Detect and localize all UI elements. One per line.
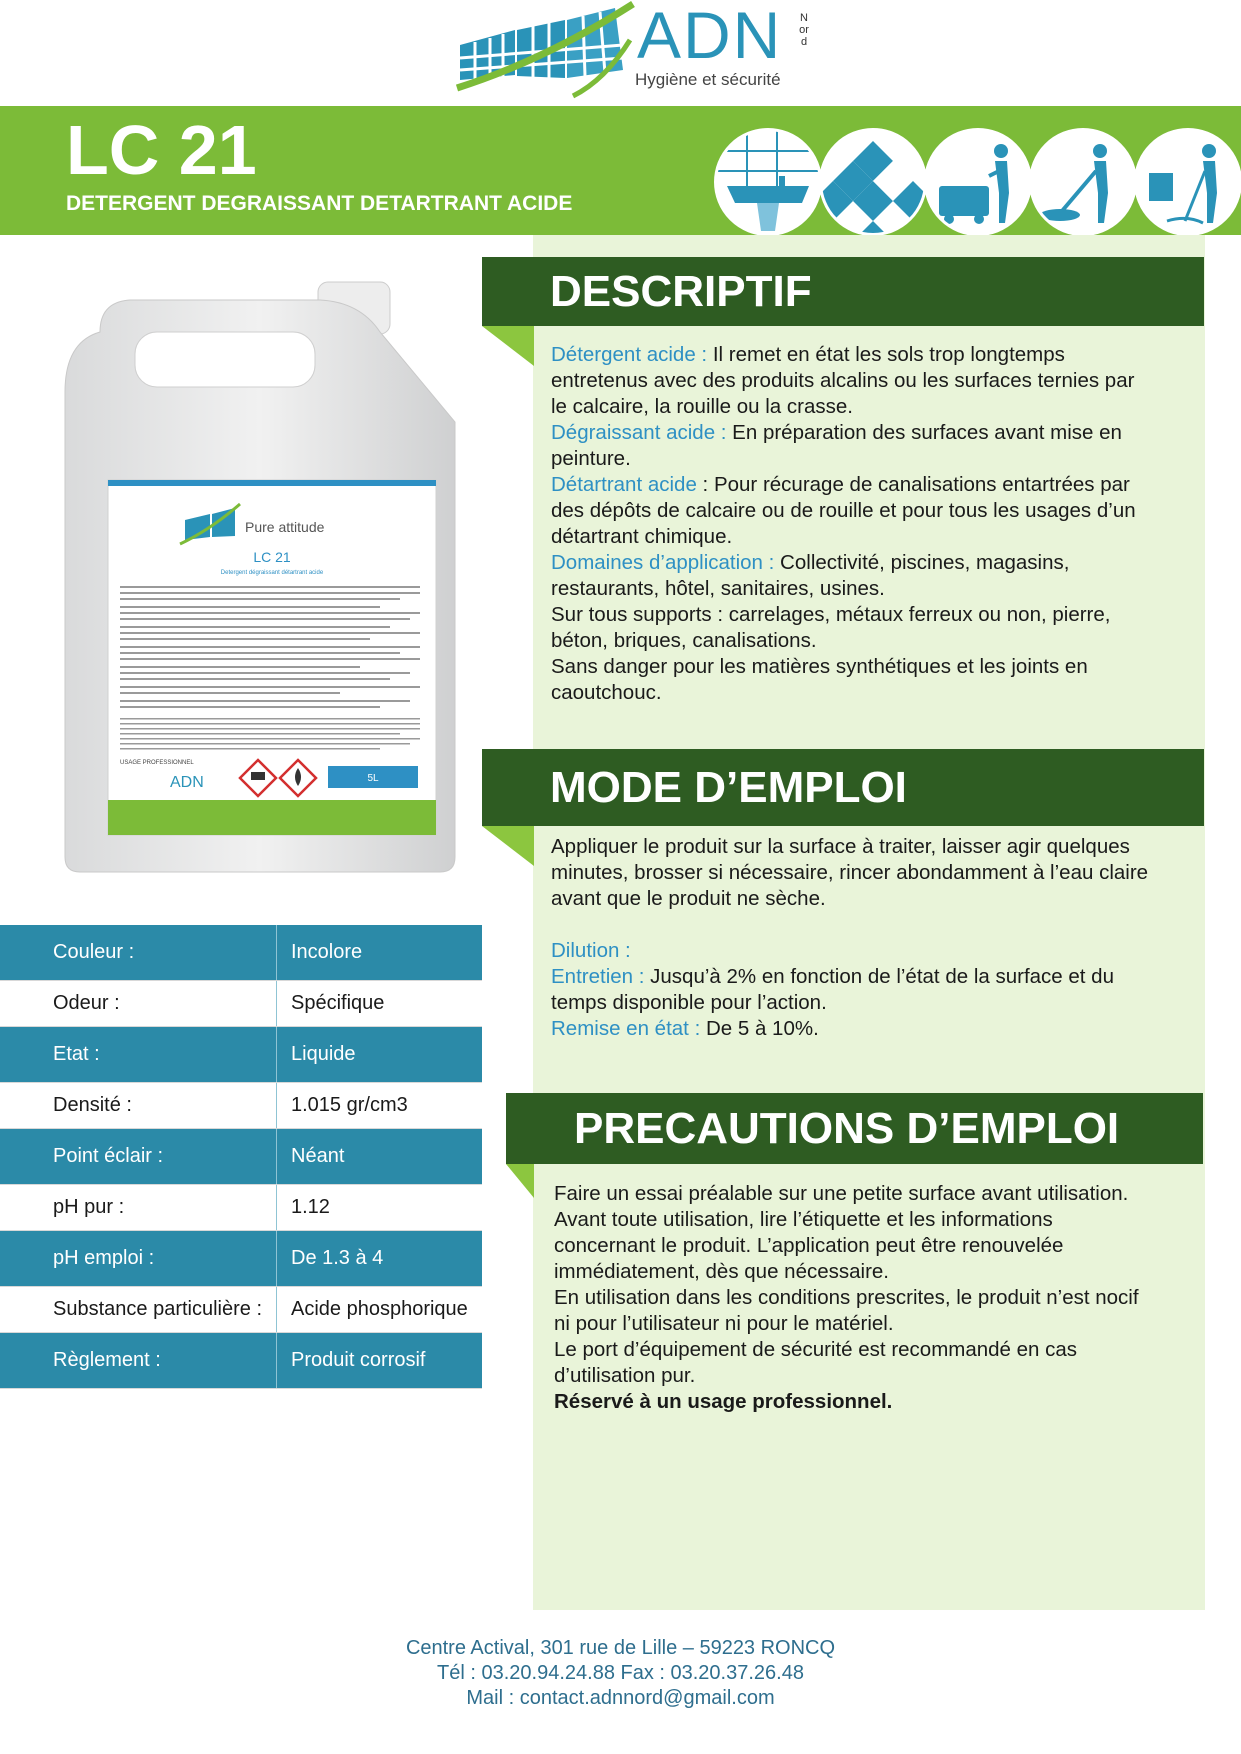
spec-row (0, 1185, 482, 1231)
spec-label: Couleur : (53, 941, 135, 963)
footer (0, 1636, 1241, 1711)
precautions-fold (506, 1164, 534, 1198)
descriptif-header (482, 257, 1204, 326)
spec-label: Règlement : (53, 1349, 161, 1371)
spec-row (0, 1287, 482, 1333)
logo-nord: Nord (799, 12, 809, 48)
descriptif-line: Domaines d’application : Collectivité, piscines, magasins, restaurants, hôtel, sanitaires, usines. (551, 551, 1070, 600)
footer-phone: Tél : 03.20.94.24.88 Fax : 03.20.37.26.48 (437, 1662, 804, 1684)
spec-row (0, 1129, 482, 1185)
product-name: LC 21 (66, 111, 257, 189)
spec-label: pH pur : (53, 1196, 125, 1218)
spec-value: Néant (276, 1129, 482, 1184)
spec-value: Liquide (276, 1027, 482, 1082)
spec-value: 1.015 gr/cm3 (276, 1083, 482, 1128)
descriptif-body (551, 342, 1151, 706)
company-logo (455, 0, 835, 104)
spec-value: De 1.3 à 4 (276, 1231, 482, 1286)
spec-row (0, 1083, 482, 1129)
product-subtitle: DETERGENT DEGRAISSANT DETARTRANT ACIDE (66, 192, 573, 215)
precaution-paragraph: Avant toute utilisation, lire l’étiquette et les informations concernant le produit. L’application peut être renouvelée immédiatement, dès que nécessaire. (554, 1208, 1064, 1283)
precaution-paragraph: En utilisation dans les conditions prescrites, le produit n’est nocif ni pour l’utilisateur ni pour le matériel. (554, 1286, 1139, 1335)
product-bottle-image (60, 272, 472, 882)
spec-value: Spécifique (276, 981, 482, 1026)
spec-row (0, 1027, 482, 1083)
spec-row (0, 1231, 482, 1287)
logo-tagline: Hygiène et sécurité (635, 70, 781, 89)
spec-row (0, 981, 482, 1027)
spec-label: Point éclair : (53, 1145, 164, 1167)
precautions-title: PRECAUTIONS D’EMPLOI (574, 1103, 1120, 1153)
building-logo-icon (455, 0, 635, 104)
spec-table (0, 925, 482, 1389)
entretien-line: Entretien : Jusqu’à 2% en fonction de l’état de la surface et du temps disponible pour l’action. (551, 965, 1114, 1014)
bottle-brand: Pure attitude (245, 519, 325, 535)
mode-emploi-intro: Appliquer le produit sur la surface à traiter, laisser agir quelques minutes, brosser si nécessaire, rincer abondamment à l’eau claire avant que le produit ne sèche. (551, 835, 1149, 910)
floor-polisher-icon (1029, 128, 1137, 236)
spec-label: Odeur : (53, 992, 120, 1014)
precaution-paragraph: Le port d’équipement de sécurité est recommandé en cas d’utilisation pur. (554, 1338, 1078, 1387)
descriptif-fold (482, 326, 534, 366)
descriptif-line: Dégraissant acide : En préparation des surfaces avant mise en peinture. (551, 421, 1122, 470)
descriptif-line: Sans danger pour les matières synthétiques et les joints en caoutchouc. (551, 655, 1088, 704)
spec-row (0, 1333, 482, 1389)
spec-value: 1.12 (276, 1185, 482, 1230)
bottle-subtitle: Detergent dégraissant détartrant acide (220, 570, 324, 576)
tiled-floor-icon (819, 128, 927, 236)
spec-row (0, 925, 482, 981)
floor-scrubber-icon (924, 128, 1032, 236)
descriptif-line: Sur tous supports : carrelages, métaux ferreux ou non, pierre, béton, briques, canalisations. (551, 603, 1111, 652)
bottle-volume: 5L (367, 773, 379, 784)
bottle-product: LC 21 (253, 549, 291, 565)
descriptif-line: Détergent acide : Il remet en état les sols trop longtemps entretenus avec des produits alcalins ou les surfaces ternies par le calcaire, la rouille ou la crasse. (551, 343, 1135, 418)
mode-emploi-body (551, 834, 1151, 1042)
mode-emploi-fold (482, 826, 534, 866)
washbasin-icon (714, 128, 822, 236)
precautions-header (506, 1093, 1203, 1164)
bottle-usage: USAGE PROFESSIONNEL (120, 760, 194, 766)
precautions-body (554, 1181, 1149, 1415)
logo-brand: ADN (637, 0, 783, 72)
spec-label: Etat : (53, 1043, 100, 1065)
mode-emploi-header (482, 749, 1204, 826)
bottle-logo: ADN (170, 774, 204, 791)
spec-label: Substance particulière : (53, 1298, 263, 1320)
spec-value: Incolore (276, 925, 482, 980)
professional-use-note: Réservé à un usage professionnel. (554, 1390, 893, 1413)
mopping-icon (1134, 128, 1241, 236)
footer-mail[interactable]: Mail : contact.adnnord@gmail.com (466, 1687, 775, 1709)
precaution-paragraph: Faire un essai préalable sur une petite surface avant utilisation. (554, 1182, 1129, 1205)
remise-line: Remise en état : De 5 à 10%. (551, 1017, 819, 1040)
dilution-label: Dilution : (551, 939, 631, 962)
spec-label: pH emploi : (53, 1247, 155, 1269)
spec-value: Produit corrosif (276, 1333, 482, 1388)
spec-label: Densité : (53, 1094, 132, 1116)
descriptif-line: Détartrant acide : Pour récurage de canalisations entartrées par des dépôts de calcaire ou de rouille et pour tous les usages d’un détartrant chimique. (551, 473, 1136, 548)
spec-value: Acide phosphorique (276, 1287, 482, 1332)
mode-emploi-title: MODE D’EMPLOI (550, 762, 907, 812)
descriptif-title: DESCRIPTIF (550, 266, 812, 316)
footer-address: Centre Actival, 301 rue de Lille – 59223 RONCQ (405, 1637, 836, 1659)
